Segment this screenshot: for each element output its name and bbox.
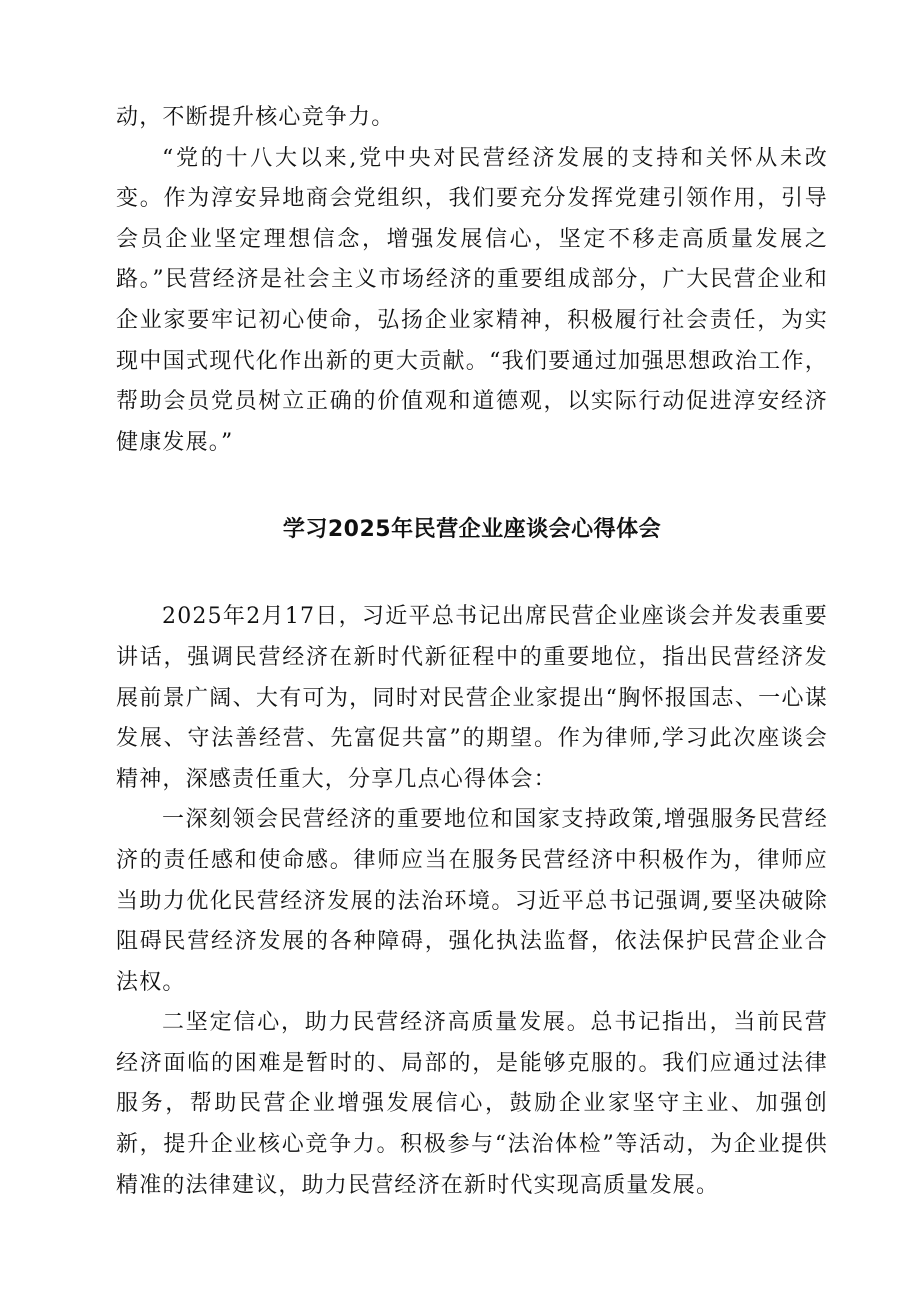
paragraph-point-two: 二坚定信心，助力民营经济高质量发展。总书记指出，当前民营经济面临的困难是暂时的、局部的，是能够克服的。我们应通过法律服务，帮助民营企业增强发展信心，鼓励企业家坚守主业、加强创新，提升企业核心竞争力。积极参与“法治体检”等活动，为企业提供精准的法律建议，助力民营经济在新时代实现高质量发展。 — [116, 1010, 828, 1198]
paragraph-point-one: 一深刻领会民营经济的重要地位和国家支持政策,增强服务民营经济的责任感和使命感。律师应当在服务民营经济中积极作为，律师应当助力优化民营经济发展的法治环境。习近平总书记强调,要坚决破除阻碍民营经济发展的各种障碍，强化执法监督，依法保护民营企业合法权。 — [116, 807, 828, 995]
paragraph-continued: 动，不断提升核心竞争力。 — [116, 105, 395, 130]
section-title: 学习2025年民营企业座谈会心得体会 — [282, 517, 662, 543]
spacer — [116, 463, 828, 510]
spacer — [116, 550, 828, 597]
paragraph-intro: 2025年2月17日，习近平总书记出席民营企业座谈会并发表重要讲话，强调民营经济在新时代新征程中的重要地位，指出民营经济发展前景广阔、大有可为，同时对民营企业家提出“胸怀报国志、一心谋发展、守法善经营、先富促共富”的期望。作为律师,学习此次座谈会精神，深感责任重大，分享几点心得体会： — [116, 604, 828, 792]
paragraph-quote: “党的十八大以来,党中央对民营经济发展的支持和关怀从未改变。作为淳安异地商会党组织，我们要充分发挥党建引领作用，引导会员企业坚定理想信念，增强发展信心，坚定不移走高质量发展之路。”民营经济是社会主义市场经济的重要组成部分，广大民营企业和企业家要牢记初心使命，弘扬企业家精神，积极履行社会责任，为实现中国式现代化作出新的更大贡献。“我们要通过加强思想政治工作，帮助会员党员树立正确的价值观和道德观，以实际行动促进淳安经济健康发展。” — [116, 145, 828, 455]
document-body — [116, 98, 828, 1206]
